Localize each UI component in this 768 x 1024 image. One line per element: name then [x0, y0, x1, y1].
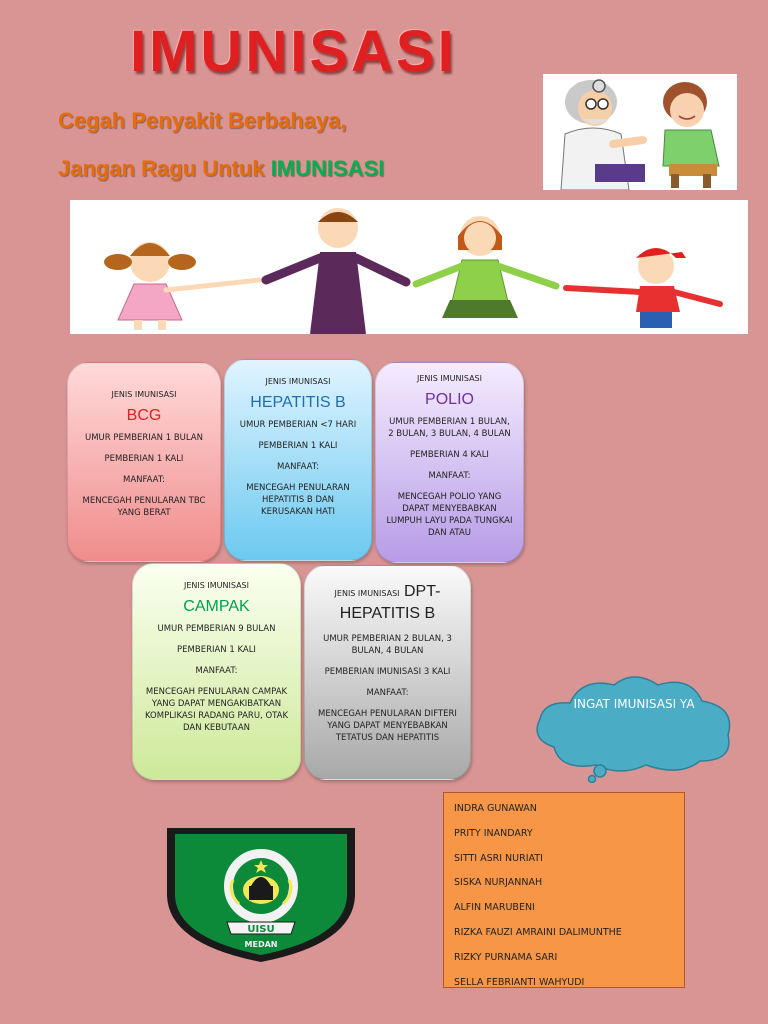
- subtitle-highlight: IMUNISASI: [270, 156, 385, 181]
- thought-cloud-shape: [530, 673, 738, 783]
- card-age: UMUR PEMBERIAN 2 BULAN, 3 BULAN, 4 BULAN: [323, 634, 452, 656]
- subtitle-line-1: Cegah Penyakit Berbahaya,: [58, 108, 347, 133]
- list-item: RIZKA FAUZI AMRAINI DALIMUNTHE: [454, 926, 622, 938]
- immunization-card-polio: [375, 362, 524, 563]
- card-age: UMUR PEMBERIAN 1 BULAN, 2 BULAN, 3 BULAN, 4 BULAN: [388, 417, 511, 439]
- member-list: [443, 792, 685, 988]
- card-vaccine-name: POLIO: [425, 391, 474, 408]
- card-label: JENIS IMUNISASI: [265, 377, 331, 386]
- subtitle-line-2: [58, 156, 384, 182]
- card-heading: [315, 582, 460, 624]
- list-item: SELLA FEBRIANTI WAHYUDI: [454, 976, 585, 988]
- immunization-card-campak: [132, 563, 301, 780]
- card-benefit-label: MANFAAT:: [428, 471, 471, 481]
- card-vaccine-name: CAMPAK: [183, 598, 250, 615]
- card-dose: PEMBERIAN 1 KALI: [258, 441, 338, 451]
- list-item: SITTI ASRI NURIATI: [454, 852, 543, 864]
- card-benefit: MENCEGAH PENULARAN TBC YANG BERAT: [82, 496, 206, 518]
- subtitle-prefix: Jangan Ragu Untuk: [58, 156, 271, 181]
- list-item: RIZKY PURNAMA SARI: [454, 951, 558, 963]
- card-benefit: MENCEGAH PENULARAN CAMPAK YANG DAPAT MENGAKIBATKAN KOMPLIKASI RADANG PARU, OTAK DAN KEBUTAAN: [144, 687, 289, 733]
- list-item: PRITY INANDARY: [454, 827, 533, 839]
- card-age: UMUR PEMBERIAN 9 BULAN: [157, 624, 276, 634]
- immunization-card-bcg: [67, 362, 221, 562]
- university-logo: [163, 826, 359, 964]
- card-label: JENIS IMUNISASI: [334, 589, 400, 598]
- immunization-card-dpt-hepatitis-b: [304, 565, 471, 780]
- family-illustration: [70, 200, 748, 334]
- svg-text:MEDAN: MEDAN: [244, 940, 278, 949]
- card-benefit-label: MANFAAT:: [195, 666, 238, 676]
- card-vaccine-name: HEPATITIS B: [250, 394, 346, 411]
- callout-text: INGAT IMUNISASI YA: [573, 697, 695, 711]
- card-benefit-label: MANFAAT:: [366, 688, 409, 698]
- card-vaccine-name: DPT-HEPATITIS B: [339, 583, 441, 622]
- svg-text:UISU: UISU: [247, 924, 275, 935]
- card-benefit: MENCEGAH PENULARAN HEPATITIS B DAN KERUSAKAN HATI: [246, 483, 350, 517]
- list-item: SISKA NURJANNAH: [454, 877, 543, 889]
- card-dose: PEMBERIAN 1 KALI: [104, 454, 184, 464]
- list-item: INDRA GUNAWAN: [454, 803, 537, 814]
- card-dose: PEMBERIAN 1 KALI: [177, 645, 256, 655]
- poster-title: IMUNISASI: [130, 19, 457, 84]
- card-benefit-label: MANFAAT:: [123, 475, 165, 485]
- card-dose: PEMBERIAN IMUNISASI 3 KALI: [324, 667, 451, 677]
- card-dose: PEMBERIAN 4 KALI: [410, 450, 489, 460]
- card-label: JENIS IMUNISASI: [111, 390, 177, 399]
- card-vaccine-name: BCG: [126, 407, 162, 424]
- doctor-child-illustration: [543, 74, 737, 190]
- card-label: JENIS IMUNISASI: [184, 581, 249, 590]
- card-benefit: MENCEGAH POLIO YANG DAPAT MENYEBABKAN LUMPUH LAYU PADA TUNGKAI DAN ATAU: [386, 492, 513, 538]
- immunization-card-hepatitis-b: [224, 359, 372, 561]
- list-item: ALFIN MARUBENI: [454, 902, 535, 914]
- card-label: JENIS IMUNISASI: [417, 374, 482, 383]
- card-benefit-label: MANFAAT:: [277, 462, 319, 472]
- card-age: UMUR PEMBERIAN <7 HARI: [239, 420, 357, 430]
- card-benefit: MENCEGAH PENULARAN DIFTERI YANG DAPAT MENYEBABKAN TETATUS DAN HEPATITIS: [318, 709, 457, 743]
- card-age: UMUR PEMBERIAN 1 BULAN: [85, 433, 203, 443]
